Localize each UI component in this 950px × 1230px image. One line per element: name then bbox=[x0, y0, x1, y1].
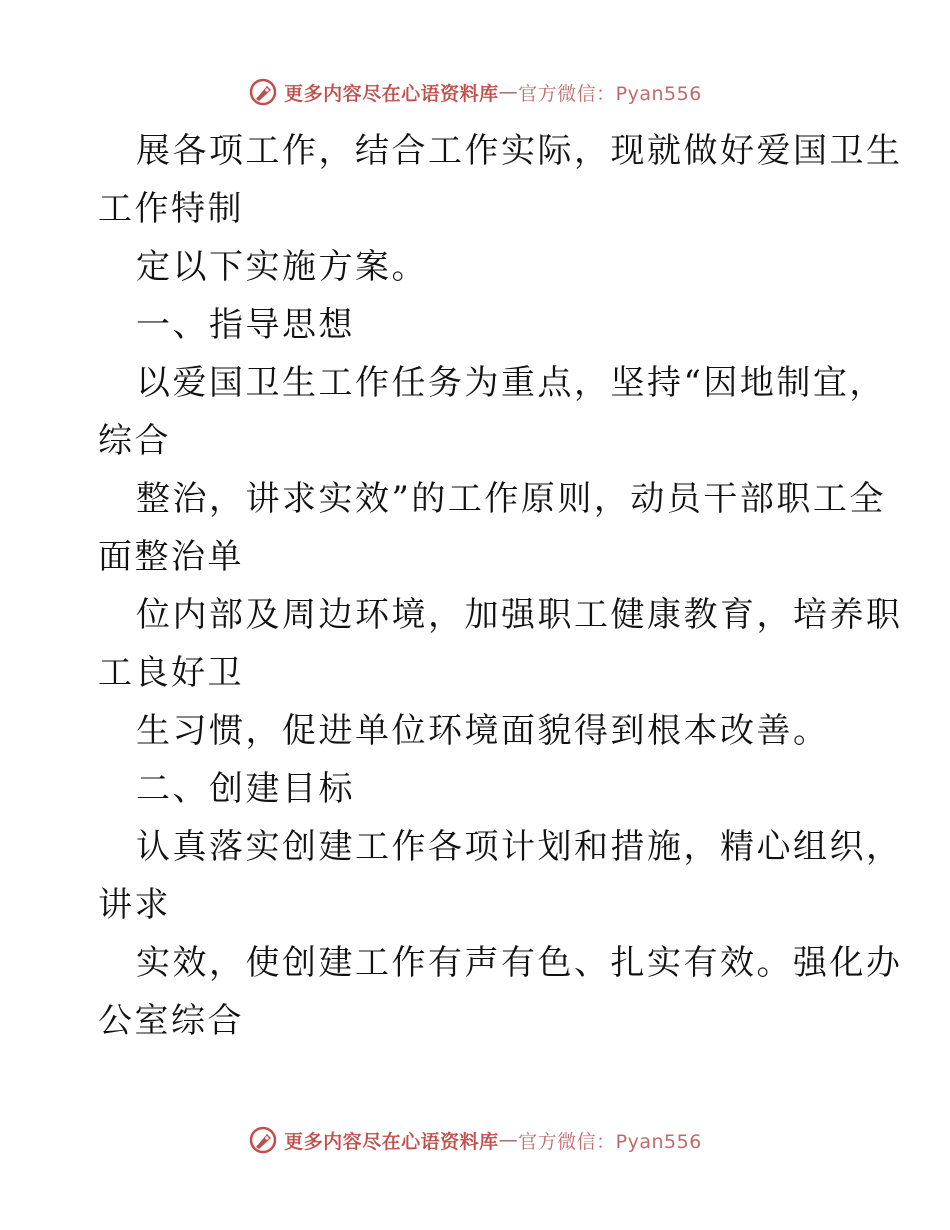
pen-nib-logo-icon bbox=[248, 1125, 278, 1155]
text-line: 公室综合 bbox=[98, 1001, 244, 1041]
text-line: 生习惯，促进单位环境面貌得到根本改善。 bbox=[136, 711, 830, 751]
text-line: 工作特制 bbox=[98, 189, 244, 229]
text-line: 实效，使创建工作有声有色、扎实有效。强化办 bbox=[136, 943, 903, 983]
watermark-separator: — bbox=[498, 1129, 519, 1151]
header-watermark bbox=[0, 72, 950, 112]
watermark-contact: 官方微信：Pyan556 bbox=[518, 1130, 702, 1153]
text-line: 定以下实施方案。 bbox=[136, 247, 428, 287]
text-line: 工良好卫 bbox=[98, 653, 244, 693]
footer-watermark bbox=[0, 1120, 950, 1160]
text-line: 以爱国卫生工作任务为重点，坚持“因地制宜， bbox=[136, 363, 886, 403]
text-line: 讲求 bbox=[98, 885, 171, 925]
text-line: 一、指导思想 bbox=[136, 305, 355, 345]
text-line: 位内部及周边环境，加强职工健康教育，培养职 bbox=[136, 595, 903, 635]
watermark-text: 更多内容尽在心语资料库 bbox=[284, 1130, 499, 1153]
text-line: 综合 bbox=[98, 421, 171, 461]
pen-nib-logo-icon bbox=[248, 77, 278, 107]
text-line: 展各项工作，结合工作实际，现就做好爱国卫生 bbox=[136, 131, 903, 171]
watermark-contact: 官方微信：Pyan556 bbox=[518, 82, 702, 105]
text-line: 二、创建目标 bbox=[136, 769, 355, 809]
watermark-text: 更多内容尽在心语资料库 bbox=[284, 82, 499, 105]
text-line: 整治，讲求实效”的工作原则，动员干部职工全 bbox=[136, 479, 886, 519]
document-body bbox=[98, 122, 903, 1050]
text-line: 面整治单 bbox=[98, 537, 244, 577]
text-line: 认真落实创建工作各项计划和措施，精心组织， bbox=[136, 827, 903, 867]
watermark-separator: — bbox=[498, 81, 519, 103]
